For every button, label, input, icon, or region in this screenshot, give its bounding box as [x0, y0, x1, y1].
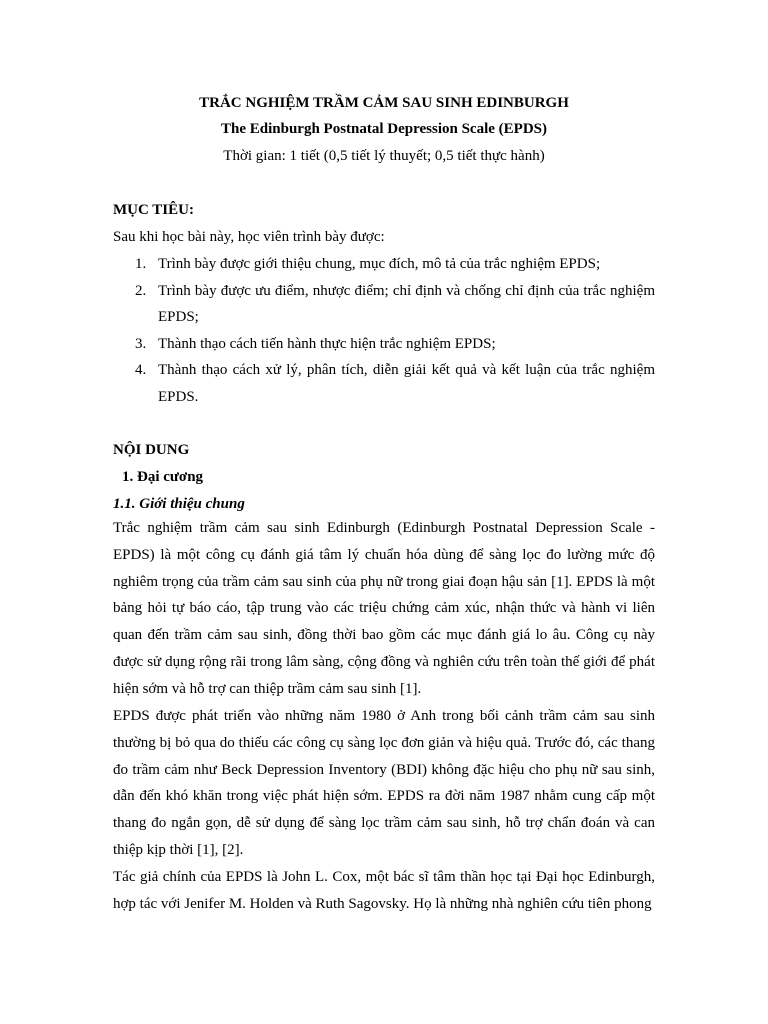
document-title: TRẮC NGHIỆM TRẦM CẢM SAU SINH EDINBURGH [199, 95, 569, 111]
list-item-number: 2. [135, 282, 147, 299]
list-item-text: Thành thạo cách tiến hành thực hiện trắc nghiệm EPDS; [158, 335, 496, 352]
list-item-text: Trình bày được giới thiệu chung, mục đích, mô tả của trắc nghiệm EPDS; [158, 256, 601, 272]
content-heading: NỘI DUNG [113, 442, 190, 458]
list-item [113, 357, 655, 410]
paragraph-2: EPDS được phát triển vào những năm 1980 ở Anh trong bối cảnh trầm cảm sau sinh thường bị bỏ qua do thiếu các công cụ sàng lọc đơn giản và hiệu quả. Trước đó, các thang đo trầm cảm như Beck Depression Inventory (BDI) không đặc hiệu cho phụ nữ sau sinh, dẫn đến khó khăn trong việc phát hiện sớm. EPDS ra đời năm 1987 nhằm cung cấp một thang đo ngắn gọn, dễ sử dụng để sàng lọc trầm cảm sau sinh, hỗ trợ chẩn đoán và can thiệp kịp thời [1], [2]. [113, 708, 655, 858]
list-item [113, 278, 655, 331]
list-item [113, 251, 655, 278]
duration-text: Thời gian: 1 tiết (0,5 tiết lý thuyết; 0,5 tiết thực hành) [223, 148, 545, 164]
paragraph-1: Trắc nghiệm trầm cảm sau sinh Edinburgh (Edinburgh Postnatal Depression Scale - EPDS) là một công cụ đánh giá tâm lý chuẩn hóa dùng để sàng lọc đo lường mức độ nghiêm trọng của trầm cảm sau sinh của phụ nữ trong giai đoạn hậu sản [1]. EPDS là một bảng hỏi tự báo cáo, tập trung vào các triệu chứng cảm xúc, nhận thức và hành vi liên quan đến trầm cảm sau sinh, đồng thời bao gồm các mục đánh giá lo âu. Công cụ này được sử dụng rộng rãi trong lâm sàng, cộng đồng và nghiên cứu trên toàn thế giới để phát hiện sớm và hỗ trợ can thiệp trầm cảm sau sinh [1]. [113, 520, 655, 697]
subsection-heading: 1.1. Giới thiệu chung [113, 496, 245, 512]
objectives-intro: Sau khi học bài này, học viên trình bày được: [113, 229, 385, 245]
list-item-number: 1. [135, 256, 147, 272]
objectives-heading: MỤC TIÊU: [113, 202, 194, 218]
list-item-number: 3. [135, 335, 147, 352]
paragraph-3: Tác giả chính của EPDS là John L. Cox, một bác sĩ tâm thần học tại Đại học Edinburgh, hợp tác với Jenifer M. Holden và Ruth Sagovsky. Họ là những nhà nghiên cứu tiên phong [113, 869, 655, 912]
objectives-list [113, 251, 655, 411]
list-item-text: Thành thạo cách xử lý, phân tích, diễn giải kết quả và kết luận của trắc nghiệm EPDS. [158, 362, 655, 405]
document-subtitle: The Edinburgh Postnatal Depression Scale (EPDS) [220, 121, 547, 137]
list-item-text: Trình bày được ưu điểm, nhược điểm; chỉ định và chống chỉ định của trắc nghiệm EPDS; [158, 282, 655, 326]
list-item-number: 4. [135, 362, 147, 379]
section-heading: 1. Đại cương [122, 469, 204, 485]
list-item [113, 331, 655, 358]
